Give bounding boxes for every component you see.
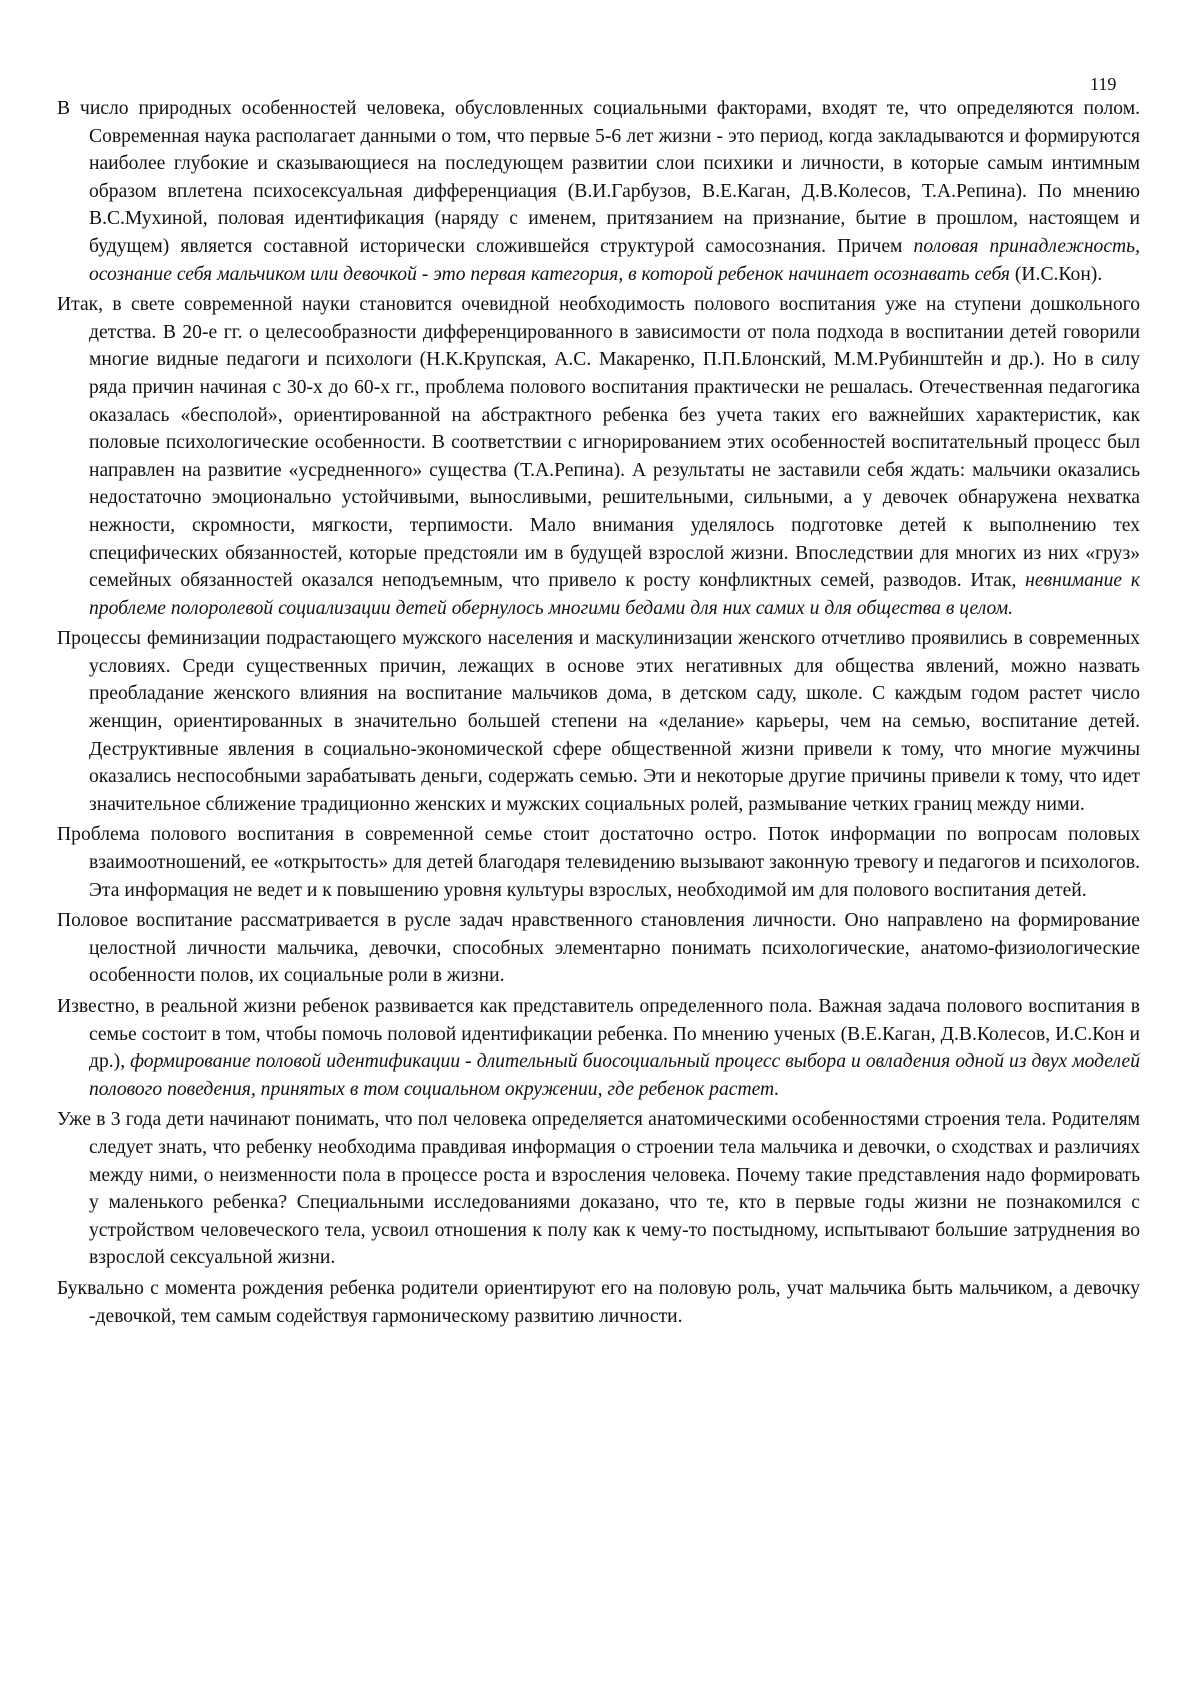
italic-definition: формирование половой идентификации - длительный биосоциальный процесс выбора и овладения одной из двух моделей полового поведения, принятых в том социальном окружении, где ребенок растет. bbox=[89, 1051, 1140, 1100]
paragraph bbox=[57, 625, 1140, 818]
paragraph bbox=[57, 1106, 1140, 1272]
paragraph bbox=[57, 821, 1140, 904]
paragraph-text: Известно, в реальной жизни ребенок развивается как представитель определенного пола. Важная задача полового воспитания в семье состоит в том, чтобы помочь половой идентификации ребенка. По мнению ученых (В.Е.Каган, Д.В.Колесов, И.С.Кон и др.), bbox=[57, 996, 1140, 1073]
paragraph bbox=[57, 95, 1140, 288]
paragraph bbox=[57, 291, 1140, 622]
italic-conclusion: невнимание к проблеме полоролевой социализации детей обернулось многими бедами для них самих и для общества в целом. bbox=[89, 570, 1140, 619]
paragraph-text: Процессы феминизации подрастающего мужского населения и маскулинизации женского отчетливо проявились в современных условиях. Среди существенных причин, лежащих в основе этих негативных для общества явлений, можно назвать преобладание женского влияния на воспитание мальчиков дома, в детском саду, школе. С каждым годом растет число женщин, ориентированных в значительно большей степени на «делание» карьеры, чем на семью, воспитание детей. Деструктивные явления в социально-экономической сфере общественной жизни привели к тому, что многие мужчины оказались неспособными зарабатывать деньги, содержать семью. Эти и некоторые другие причины привели к тому, что идет значительное сближение традиционно женских и мужских социальных ролей, размывание четких границ между ними. bbox=[57, 628, 1140, 815]
document-body bbox=[57, 95, 1140, 1333]
italic-quote: половая принадлежность, осознание себя мальчиком или девочкой - это первая категория, в которой ребенок начинает осознавать себя bbox=[89, 235, 1140, 285]
paragraph bbox=[57, 993, 1140, 1103]
paragraph-text: В число природных особенностей человека, обусловленных социальными факторами, входят те, что определяются полом. Современная наука располагает данными о том, что первые 5-6 лет жизни - это период, когда закладываются и формируются наиболее глубокие и сказывающиеся на последующем развитии слои психики и личности, в которые самым интимным образом вплетена психосексуальная дифференциация (В.И.Гарбузов, В.Е.Каган, Д.В.Колесов, Т.А.Репина). По мнению В.С.Мухиной, половая идентификация (наряду с именем, притязанием на признание, бытие в прошлом, настоящем и будущем) является составной исторически сложившейся структурой самосознания. Причем bbox=[57, 98, 1140, 257]
paragraph-text: (И.С.Кон). bbox=[1009, 263, 1103, 285]
paragraph-text: Половое воспитание рассматривается в русле задач нравственного становления личности. Оно направлено на формирование целостной личности мальчика, девочки, способных элементарно понимать психологические, анатомо-физиологические особенности полов, их социальные роли в жизни. bbox=[57, 910, 1140, 987]
paragraph-text: Итак, в свете современной науки становится очевидной необходимость полового воспитания уже на ступени дошкольного детства. В 20-е гг. о целесообразности дифференцированного в зависимости от пола подхода в воспитании детей говорили многие видные педагоги и психологи (Н.К.Крупская, А.С. Макаренко, П.П.Блонский, М.М.Рубинштейн и др.). Но в силу ряда причин начиная с 30-х до 60-х гг., проблема полового воспитания практически не решалась. Отечественная педагогика оказалась «бесполой», ориентированной на абстрактного ребенка без учета таких его важнейших характеристик, как половые психологические особенности. В соответствии с игнорированием этих особенностей воспитательный процесс был направлен на развитие «усредненного» существа (Т.А.Репина). А результаты не заставили себя ждать: мальчики оказались недостаточно эмоционально устойчивыми, выносливыми, решительными, сильными, а у девочек обнаружена нехватка нежности, скромности, мягкости, терпимости. Мало внимания уделялось подготовке детей к выполнению тех специфических обязанностей, которые предстояли им в будущей взрослой жизни. Впоследствии для многих из них «груз» семейных обязанностей оказался неподъемным, что привело к росту конфликтных семей, разводов. Итак, bbox=[57, 294, 1140, 592]
page-number: 119 bbox=[1090, 74, 1117, 94]
paragraph bbox=[57, 907, 1140, 990]
paragraph-text: Буквально с момента рождения ребенка родители ориентируют его на половую роль, учат мальчика быть мальчиком, а девочку -девочкой, тем самым содействуя гармоническому развитию личности. bbox=[57, 1277, 1140, 1327]
paragraph bbox=[57, 1275, 1140, 1330]
paragraph-text: Проблема полового воспитания в современной семье стоит достаточно остро. Поток информации по вопросам половых взаимоотношений, ее «открытость» для детей благодаря телевидению вызывают законную тревогу и педагогов и психологов. Эта информация не ведет и к повышению уровня культуры взрослых, необходимой им для полового воспитания детей. bbox=[57, 824, 1140, 901]
paragraph-text: Уже в 3 года дети начинают понимать, что пол человека определяется анатомическими особенностями строения тела. Родителям следует знать, что ребенку необходима правдивая информация о строении тела мальчика и девочки, о сходствах и различиях между ними, о неизменности пола в процессе роста и взросления человека. Почему такие представления надо формировать у маленького ребенка? Специальными исследованиями доказано, что те, кто в первые годы жизни не познакомился с устройством человеческого тела, усвоил отношения к полу как к чему-то постыдному, испытывают большие затруднения во взрослой сексуальной жизни. bbox=[57, 1109, 1140, 1269]
